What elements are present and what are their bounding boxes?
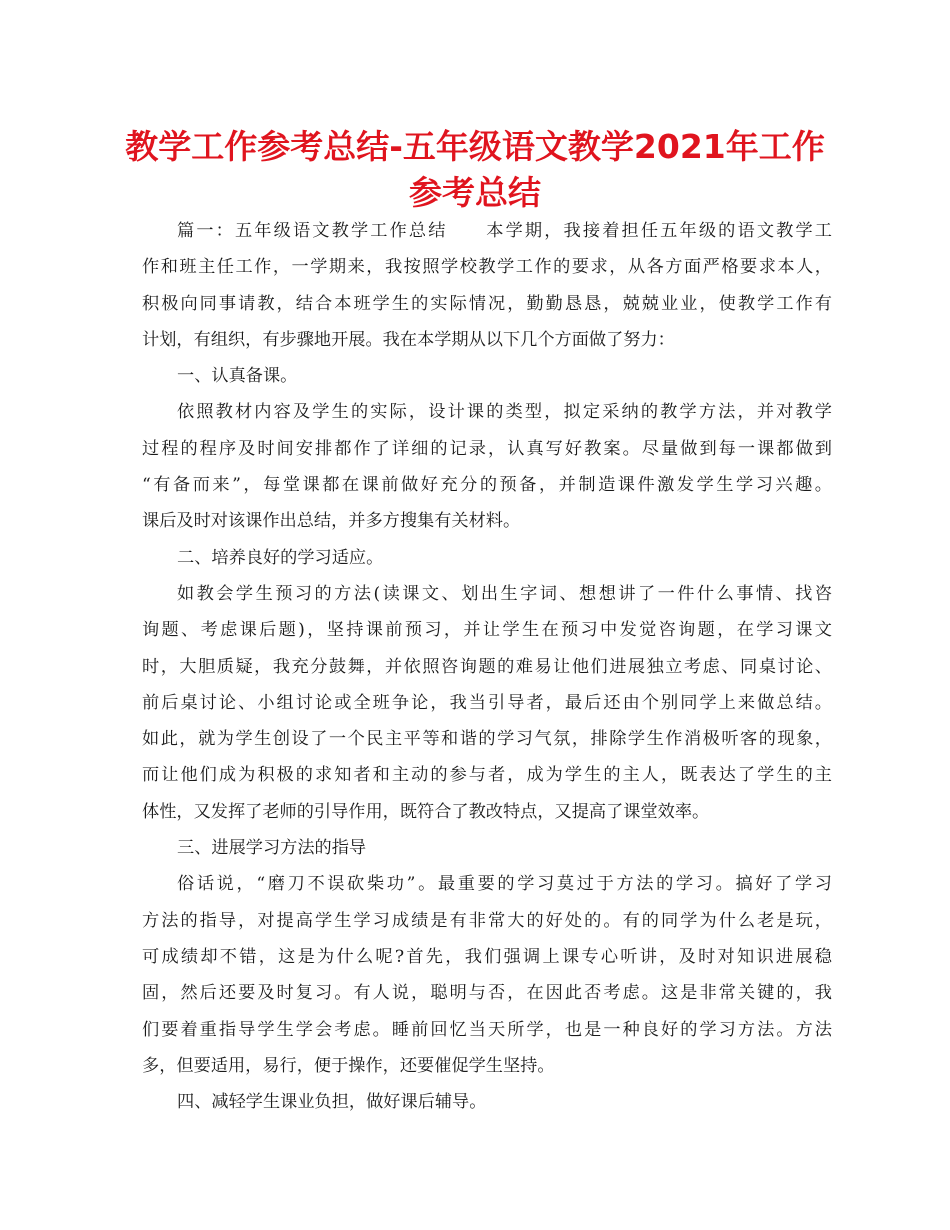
body-line: 依照教材内容及学生的实际，设计课的类型，拟定采纳的教学方法，并对教学 <box>177 402 832 423</box>
document-title-line-2: 参考总结 <box>409 173 541 212</box>
body-line: “有备而来”，每堂课都在课前做好充分的预备，并制造课件激发学生学习兴趣。 <box>142 475 832 496</box>
body-line: 询题、考虑课后题)，坚持课前预习，并让学生在预习中发觉咨询题，在学习课文 <box>142 620 832 641</box>
body-line: 方法的指导，对提高学生学习成绩是有非常大的好处的。有的同学为什么老是玩， <box>142 910 832 931</box>
body-line: 篇一：五年级语文教学工作总结 本学期，我接着担任五年级的语文教学工 <box>177 221 832 241</box>
body-line: 可成绩却不错，这是为什么呢?首先，我们强调上课专心听讲，及时对知识进展稳 <box>142 946 832 967</box>
body-line: 们要着重指导学生学会考虑。睡前回忆当天所学，也是一种良好的学习方法。方法 <box>142 1019 832 1040</box>
body-line: 前后桌讨论、小组讨论或全班争论，我当引导者，最后还由个别同学上来做总结。 <box>142 692 832 713</box>
body-line: 固，然后还要及时复习。有人说，聪明与否，在因此否考虑。这是非常关键的，我 <box>142 983 832 1004</box>
body-line: 如此，就为学生创设了一个民主平等和谐的学习气氛，排除学生作消极听客的现象， <box>142 729 832 750</box>
body-line: 过程的程序及时间安排都作了详细的记录，认真写好教案。尽量做到每一课都做到 <box>142 438 832 459</box>
body-line: 体性，又发挥了老师的引导作用，既符合了教改特点，又提高了课堂效率。 <box>142 801 710 822</box>
section-heading: 一、认真备课。 <box>177 366 298 387</box>
body-line: 如教会学生预习的方法(读课文、划出生字词、想想讲了一件什么事情、找咨 <box>177 583 832 604</box>
section-heading: 四、减轻学生课业负担，做好课后辅导。 <box>177 1092 487 1113</box>
document-title-line-1: 教学工作参考总结-五年级语文教学2021年工作 <box>125 127 825 166</box>
body-line: 俗话说，“磨刀不误砍柴功”。最重要的学习莫过于方法的学习。搞好了学习 <box>177 874 832 895</box>
section-heading: 二、培养良好的学习适应。 <box>177 547 384 568</box>
body-line: 多，但要适用，易行，便于操作，还要催促学生坚持。 <box>142 1055 555 1076</box>
body-line: 课后及时对该课作出总结，并多方搜集有关材料。 <box>142 511 521 532</box>
body-line: 时，大胆质疑，我充分鼓舞，并依照咨询题的难易让他们进展独立考虑、同桌讨论、 <box>142 656 832 677</box>
section-heading: 三、进展学习方法的指导 <box>177 838 367 859</box>
document-body <box>142 213 832 1120</box>
body-line: 而让他们成为积极的求知者和主动的参与者，成为学生的主人，既表达了学生的主 <box>142 765 832 786</box>
body-line: 积极向同事请教，结合本班学生的实际情况，勤勤恳恳，兢兢业业，使教学工作有 <box>142 293 832 314</box>
body-line: 作和班主任工作，一学期来，我按照学校教学工作的要求，从各方面严格要求本人， <box>142 257 832 278</box>
body-line: 计划，有组织，有步骤地开展。我在本学期从以下几个方面做了努力： <box>142 329 675 350</box>
